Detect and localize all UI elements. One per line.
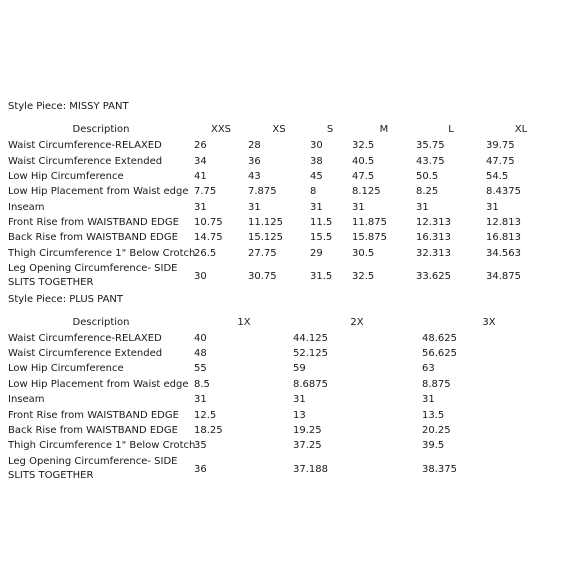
missy-row-label: Front Rise from WAISTBAND EDGE bbox=[8, 217, 179, 228]
missy-cell-value: 31.5 bbox=[310, 271, 333, 282]
plus-row-label: Inseam bbox=[8, 394, 45, 405]
missy-cell-value: 34.875 bbox=[486, 271, 521, 282]
plus-header-description: Description bbox=[72, 317, 130, 328]
plus-section-title: Style Piece: PLUS PANT bbox=[8, 294, 124, 305]
missy-cell-value: 31 bbox=[416, 202, 429, 213]
plus-cell-value: 37.188 bbox=[293, 464, 328, 475]
missy-cell-value: 7.75 bbox=[194, 186, 217, 197]
plus-cell-value: 52.125 bbox=[293, 348, 328, 359]
missy-cell-value: 15.125 bbox=[248, 232, 283, 243]
missy-row-label: Waist Circumference Extended bbox=[8, 156, 163, 167]
plus-cell-value: 39.5 bbox=[422, 440, 445, 451]
missy-cell-value: 15.5 bbox=[310, 232, 333, 243]
plus-cell-value: 63 bbox=[422, 363, 435, 374]
missy-row-label: Waist Circumference-RELAXED bbox=[8, 140, 162, 151]
plus-row-label: Waist Circumference-RELAXED bbox=[8, 333, 162, 344]
missy-header-size: S bbox=[326, 124, 334, 135]
plus-cell-value: 31 bbox=[194, 394, 207, 405]
missy-row-label: Thigh Circumference 1" Below Crotch bbox=[8, 248, 196, 259]
plus-cell-value: 19.25 bbox=[293, 425, 322, 436]
plus-row-label: Front Rise from WAISTBAND EDGE bbox=[8, 410, 179, 421]
missy-cell-value: 30 bbox=[310, 140, 323, 151]
missy-cell-value: 31 bbox=[248, 202, 261, 213]
plus-cell-value: 38.375 bbox=[422, 464, 457, 475]
plus-row-label: Back Rise from WAISTBAND EDGE bbox=[8, 425, 178, 436]
missy-row-label: Low Hip Placement from Waist edge bbox=[8, 186, 189, 197]
plus-row-label: Leg Opening Circumference- SIDE SLITS TOGETHER bbox=[8, 456, 178, 481]
plus-row-label: Waist Circumference Extended bbox=[8, 348, 163, 359]
plus-cell-value: 31 bbox=[293, 394, 306, 405]
missy-cell-value: 8 bbox=[310, 186, 317, 197]
missy-cell-value: 31 bbox=[194, 202, 207, 213]
missy-cell-value: 43.75 bbox=[416, 156, 445, 167]
missy-cell-value: 32.5 bbox=[352, 271, 375, 282]
plus-header-size: 2X bbox=[350, 317, 364, 328]
missy-cell-value: 31 bbox=[352, 202, 365, 213]
plus-cell-value: 12.5 bbox=[194, 410, 217, 421]
missy-cell-value: 12.813 bbox=[486, 217, 521, 228]
missy-cell-value: 34 bbox=[194, 156, 207, 167]
missy-header-size: XXS bbox=[210, 124, 232, 135]
missy-cell-value: 30 bbox=[194, 271, 207, 282]
plus-cell-value: 59 bbox=[293, 363, 306, 374]
plus-row-label: Low Hip Placement from Waist edge bbox=[8, 379, 189, 390]
missy-cell-value: 41 bbox=[194, 171, 207, 182]
plus-cell-value: 35 bbox=[194, 440, 207, 451]
plus-cell-value: 44.125 bbox=[293, 333, 328, 344]
missy-section-title: Style Piece: MISSY PANT bbox=[8, 101, 129, 112]
plus-cell-value: 8.875 bbox=[422, 379, 451, 390]
missy-cell-value: 40.5 bbox=[352, 156, 375, 167]
plus-cell-value: 37.25 bbox=[293, 440, 322, 451]
plus-cell-value: 40 bbox=[194, 333, 207, 344]
missy-cell-value: 8.25 bbox=[416, 186, 439, 197]
missy-cell-value: 28 bbox=[248, 140, 261, 151]
missy-cell-value: 30.5 bbox=[352, 248, 375, 259]
missy-cell-value: 11.875 bbox=[352, 217, 387, 228]
plus-cell-value: 48.625 bbox=[422, 333, 457, 344]
missy-row-label: Inseam bbox=[8, 202, 45, 213]
missy-cell-value: 30.75 bbox=[248, 271, 277, 282]
plus-header-size: 1X bbox=[237, 317, 251, 328]
plus-cell-value: 13 bbox=[293, 410, 306, 421]
plus-cell-value: 56.625 bbox=[422, 348, 457, 359]
missy-cell-value: 11.125 bbox=[248, 217, 283, 228]
missy-cell-value: 33.625 bbox=[416, 271, 451, 282]
missy-cell-value: 43 bbox=[248, 171, 261, 182]
missy-cell-value: 54.5 bbox=[486, 171, 509, 182]
plus-row-label: Low Hip Circumference bbox=[8, 363, 124, 374]
plus-cell-value: 18.25 bbox=[194, 425, 223, 436]
missy-cell-value: 11.5 bbox=[310, 217, 333, 228]
missy-header-size: M bbox=[379, 124, 389, 135]
plus-cell-value: 36 bbox=[194, 464, 207, 475]
plus-cell-value: 8.6875 bbox=[293, 379, 328, 390]
missy-cell-value: 36 bbox=[248, 156, 261, 167]
missy-cell-value: 34.563 bbox=[486, 248, 521, 259]
missy-cell-value: 16.813 bbox=[486, 232, 521, 243]
missy-cell-value: 35.75 bbox=[416, 140, 445, 151]
missy-cell-value: 29 bbox=[310, 248, 323, 259]
missy-row-label: Back Rise from WAISTBAND EDGE bbox=[8, 232, 178, 243]
missy-cell-value: 8.4375 bbox=[486, 186, 521, 197]
missy-cell-value: 47.75 bbox=[486, 156, 515, 167]
plus-cell-value: 13.5 bbox=[422, 410, 445, 421]
missy-cell-value: 26.5 bbox=[194, 248, 217, 259]
missy-cell-value: 31 bbox=[310, 202, 323, 213]
missy-row-label: Leg Opening Circumference- SIDE SLITS TOGETHER bbox=[8, 263, 178, 288]
missy-cell-value: 26 bbox=[194, 140, 207, 151]
missy-cell-value: 32.313 bbox=[416, 248, 451, 259]
plus-cell-value: 31 bbox=[422, 394, 435, 405]
plus-cell-value: 55 bbox=[194, 363, 207, 374]
missy-cell-value: 31 bbox=[486, 202, 499, 213]
missy-cell-value: 15.875 bbox=[352, 232, 387, 243]
missy-cell-value: 50.5 bbox=[416, 171, 439, 182]
missy-cell-value: 7.875 bbox=[248, 186, 277, 197]
missy-cell-value: 12.313 bbox=[416, 217, 451, 228]
missy-header-size: XS bbox=[272, 124, 286, 135]
missy-cell-value: 39.75 bbox=[486, 140, 515, 151]
missy-cell-value: 32.5 bbox=[352, 140, 375, 151]
plus-cell-value: 8.5 bbox=[194, 379, 210, 390]
missy-cell-value: 47.5 bbox=[352, 171, 375, 182]
missy-cell-value: 16.313 bbox=[416, 232, 451, 243]
missy-cell-value: 14.75 bbox=[194, 232, 223, 243]
missy-cell-value: 8.125 bbox=[352, 186, 381, 197]
missy-cell-value: 38 bbox=[310, 156, 323, 167]
missy-cell-value: 27.75 bbox=[248, 248, 277, 259]
missy-header-size: L bbox=[448, 124, 454, 135]
plus-row-label: Thigh Circumference 1" Below Crotch bbox=[8, 440, 196, 451]
missy-row-label: Low Hip Circumference bbox=[8, 171, 124, 182]
missy-cell-value: 45 bbox=[310, 171, 323, 182]
missy-header-size: XL bbox=[514, 124, 528, 135]
plus-cell-value: 20.25 bbox=[422, 425, 451, 436]
plus-header-size: 3X bbox=[482, 317, 496, 328]
plus-cell-value: 48 bbox=[194, 348, 207, 359]
missy-cell-value: 10.75 bbox=[194, 217, 223, 228]
missy-header-description: Description bbox=[72, 124, 130, 135]
